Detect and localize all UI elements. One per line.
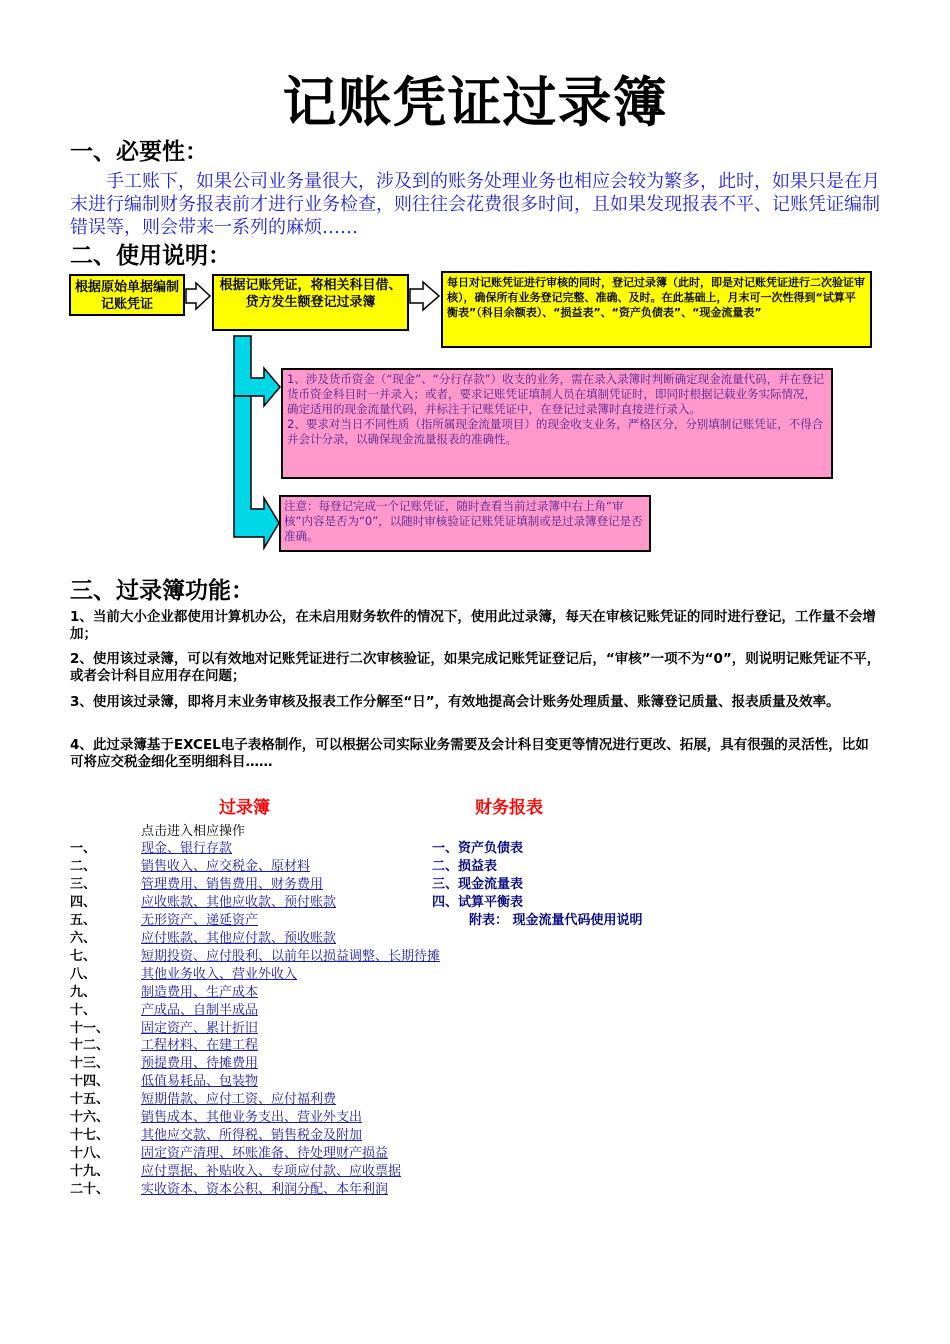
ledger-row-number: 一、 [70,841,97,856]
ledger-link[interactable]: 产成品、自制半成品 [141,1003,259,1018]
report-link-cash-flow[interactable]: 三、现金流量表 [432,877,524,892]
report-link-income-statement[interactable]: 二、损益表 [432,859,498,874]
ledger-row-number: 五、 [70,913,97,928]
ledger-row-number: 十一、 [70,1021,110,1036]
arrow-bent-2 [234,396,279,548]
function-item-3: 3、使用该过录簿，即将月末业务审核及报表工作分解至“日”，有效地提高会计账务处理质量、账簿登记质量、报表质量及效率。 [70,694,840,710]
ledger-link[interactable]: 应付票据、补贴收入、专项应付款、应收票据 [141,1164,402,1179]
report-link-cashflow-code-guide[interactable]: 附表： 现金流量代码使用说明 [469,913,643,928]
ledger-link[interactable]: 其他应交款、所得税、销售税金及附加 [141,1128,363,1143]
ledger-link[interactable]: 工程材料、在建工程 [141,1038,259,1053]
ledger-row-number: 二十、 [70,1182,110,1197]
ledger-row-number: 六、 [70,931,97,946]
ledger-row-number: 十二、 [70,1038,110,1053]
ledger-link[interactable]: 低值易耗品、包装物 [141,1074,259,1089]
intro-paragraph: 手工账下，如果公司业务量很大，涉及到的账务处理业务也相应会较为繁多，此时，如果只是在月末进行编制财务报表前才进行业务检查，则往往会花费很多时间，且如果发现报表不平、记账凭证编制错误等，则会带来一系列的麻烦…… [70,171,880,238]
step-box-source-documents: 根据原始单据编制记账凭证 [69,274,185,316]
ledger-row-number: 三、 [70,877,97,892]
function-item-4: 4、此过录簿基于EXCEL电子表格制作，可以根据公司实际业务需要及会计科目变更等情况进行更改、拓展，具有很强的灵活性，比如可将应交税金细化至明细科目…… [70,737,869,770]
ledger-row-number: 十七、 [70,1128,110,1143]
note-box-cashflow [281,368,833,479]
step-box-record-ledger: 根据记账凭证，将相关科目借、贷方发生额登记过录簿 [212,274,409,331]
function-item-2: 2、使用该过录簿，可以有效地对记账凭证进行二次审核验证，如果完成记账凭证登记后，“审核”一项不为“0”，则说明记账凭证不平，或者会计科目应用存在问题； [70,651,881,684]
note-box-attention: 注意：每登记完成一个记账凭证，随时查看当前过录簿中右上角“审核”内容是否为“0”，以随时审核验证记账凭证填制或是过录簿登记是否准确。 [279,495,651,552]
ledger-link[interactable]: 短期投资、应付股利、以前年以损益调整、长期待摊 [141,949,441,964]
ledger-row-number: 八、 [70,967,97,982]
function-item-1: 1、当前大小企业都使用计算机办公，在未启用财务软件的情况下，使用此过录簿，每天在审核记账凭证的同时进行登记，工作量不会增加； [70,609,876,642]
ledger-row-number: 十八、 [70,1146,110,1161]
ledger-link[interactable]: 固定资产、累计折旧 [141,1021,259,1036]
arrow-right-1 [186,283,210,309]
ledger-link[interactable]: 其他业务收入、营业外收入 [141,967,298,982]
ledger-row-number: 九、 [70,985,97,1000]
ledger-row-number: 七、 [70,949,97,964]
step-box-daily-review: 每日对记账凭证进行审核的同时，登记过录簿（此时，即是对记账凭证进行二次验证审核），确保所有业务登记完整、准确、及时。在此基础上，月末可一次性得到“试算平衡表”（科目余额表）、“损益表”、“资产负债表”、“现金流量表” [441,271,872,348]
ledger-row-number: 十六、 [70,1110,110,1125]
reports-header: 财务报表 [475,798,543,818]
ledger-link[interactable]: 预提费用、待摊费用 [141,1056,259,1071]
section-heading-necessity: 一、必要性： [70,139,208,165]
note-cashflow-2: 2、要求对当日不同性质（指所属现金流量项目）的现金收支业务，严格区分，分别填制记账凭证，不得合并会计分录，以确保现金流量报表的准确性。 [287,417,824,446]
ledger-row-number: 十五、 [70,1092,110,1107]
ledger-row-number: 四、 [70,895,97,910]
ledger-row-number: 二、 [70,859,97,874]
ledger-link[interactable]: 销售成本、其他业务支出、营业外支出 [141,1110,363,1125]
ledger-row-number: 十九、 [70,1164,110,1179]
arrow-right-2 [410,282,439,310]
ledger-link[interactable]: 制造费用、生产成本 [141,985,259,1000]
ledger-row-number: 十三、 [70,1056,110,1071]
note-cashflow-1: 1、涉及货币资金（“现金”、“分行存款”）收支的业务，需在录入录簿时判断确定现金流量代码，并在登记货币资金科目时一并录入；或者，要求记账凭证填制人员在填制凭证时，即同时根据记载业务实际情况，确定适用的现金流量代码，并标注于记账凭证中，在登记过录簿时直接进行录入。 [287,372,825,416]
ledger-link[interactable]: 固定资产清理、坏账准备、待处理财产损益 [141,1146,389,1161]
ledger-link[interactable]: 无形资产、递延资产 [141,913,259,928]
ledger-hint: 点击进入相应操作 [141,824,246,839]
ledger-header: 过录簿 [219,798,270,818]
ledger-row-number: 十、 [70,1003,97,1018]
ledger-link[interactable]: 管理费用、销售费用、财务费用 [141,877,324,892]
ledger-link[interactable]: 应付账款、其他应付款、预收账款 [141,931,337,946]
ledger-link[interactable]: 销售收入、应交税金、原材料 [141,859,311,874]
ledger-link[interactable]: 现金、银行存款 [141,841,233,856]
section-heading-usage: 二、使用说明： [70,243,231,269]
ledger-row-number: 十四、 [70,1074,110,1089]
section-heading-functions: 三、过录簿功能： [70,578,254,604]
page-title: 记账凭证过录簿 [282,70,668,134]
ledger-link[interactable]: 短期借款、应付工资、应付福利费 [141,1092,337,1107]
report-link-balance-sheet[interactable]: 一、资产负债表 [432,841,524,856]
ledger-link[interactable]: 实收资本、资本公积、利润分配、本年利润 [141,1182,389,1197]
report-link-trial-balance[interactable]: 四、试算平衡表 [432,895,524,910]
ledger-link[interactable]: 应收账款、其他应收款、预付账款 [141,895,337,910]
